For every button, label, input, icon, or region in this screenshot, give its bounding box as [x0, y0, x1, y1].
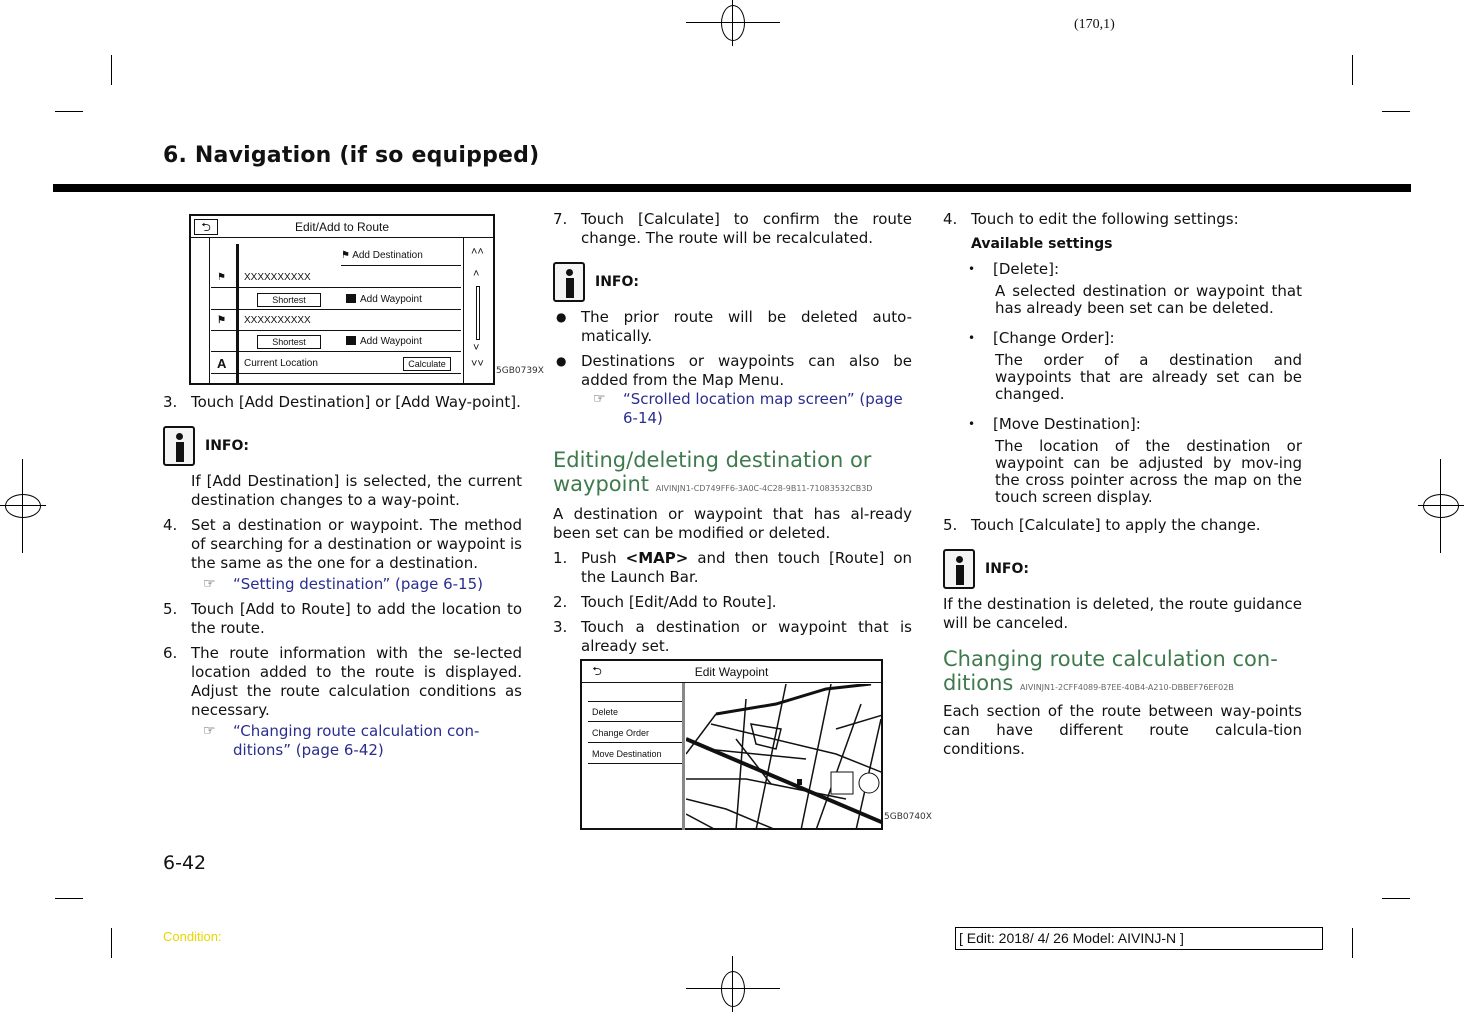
edit-info-box: [ Edit: 2018/ 4/ 26 Model: AIVINJ-N ] — [955, 927, 1323, 950]
bullet-icon: ● — [556, 310, 567, 324]
divider — [463, 238, 464, 385]
step-text: Touch [Add Destination] or [Add Way-point]. — [191, 393, 521, 411]
body-text: Each section of the route between way-points can have different route calcula-tion conditions. — [943, 702, 1302, 758]
info-icon — [553, 262, 585, 302]
bullet-icon: • — [968, 262, 976, 276]
cross-reference-link[interactable]: “Changing route calculation con-ditions” (page 6-42) — [233, 722, 480, 759]
figure-caption: 5GB0739X — [496, 366, 544, 376]
column-3: 4. Touch to edit the following settings: Available settings • [Delete]: A selected destination or waypoint that has already been set can be deleted. • [Change Order]: The order of a destination and waypoints that are already set can be changed. • [Move Destination]: The location of the destination or waypoint can be adjusted by mov-ing the cross pointer across the map on the touch screen display. 5. Touch [Calculate] to apply the change. INFO: If the destination is deleted, the route guidance will be canceled. Changing route calculation con-ditions AIVINJN1-2CFF4089-B7EE-40B4-A210-DBBEF76EF02B Each section of the route between way-points can have different route calcula-tion conditions. — [943, 210, 1302, 758]
back-arrow-icon[interactable]: ⮌ — [592, 664, 602, 678]
header-rule — [53, 184, 1411, 192]
menu-change-order[interactable]: Change Order — [588, 723, 682, 743]
destination-row[interactable]: ⚑ XXXXXXXXXX — [211, 268, 461, 288]
bullet-icon: ● — [556, 354, 567, 368]
condition-row — [211, 290, 461, 310]
divider — [209, 238, 210, 385]
step-text: Touch [Calculate] to apply the change. — [971, 516, 1261, 534]
edit-waypoint-screen — [580, 659, 883, 830]
condition-label: Condition: — [163, 929, 222, 944]
bullet-icon: • — [968, 417, 976, 431]
crop-mark — [55, 111, 83, 112]
registration-mark-top — [686, 0, 780, 46]
menu-move-destination[interactable]: Move Destination — [588, 744, 682, 764]
info-icon — [943, 549, 975, 589]
current-location-icon: A — [217, 356, 227, 371]
registration-mark-right — [1418, 459, 1464, 553]
column-1: 3. Touch [Add Destination] or [Add Way-point]. INFO: If [Add Destination] is selected, the current destination changes to a way-point. 4. Set a destination or waypoint. The method of searching for a destination or waypoint is the same as the one for a destination. ☞ “Setting destination” (page 6-15) 5. Touch [Add to Route] to add the location to the route. 6. The route information with the se-lected location added to the route is displayed. Adjust the route calculation conditions as necessary. ☞ “Changing route calculation con-ditions” (page 6-42) — [163, 393, 522, 759]
waypoint-flag-1-icon: ⚑ — [217, 315, 226, 326]
crop-mark — [1382, 898, 1410, 899]
pointing-hand-icon: ☞ — [203, 576, 216, 592]
available-settings-label: Available settings — [971, 236, 1113, 252]
step-text: Touch [Calculate] to confirm the route change. The route will be recalculated. — [581, 210, 912, 247]
chapter-title: 6. Navigation (if so equipped) — [163, 143, 540, 168]
cross-reference-link[interactable]: “Setting destination” (page 6-15) — [233, 575, 483, 593]
step-text: Set a destination or waypoint. The method of searching for a destination or waypoint is the same as the one for a destination. — [191, 516, 522, 572]
figure-caption: 5GB0740X — [884, 812, 932, 822]
checkered-flag-icon: ⚑ — [341, 250, 350, 261]
menu-delete[interactable]: Delete — [588, 702, 682, 722]
flag-icon — [346, 294, 356, 303]
chevron-down-icon[interactable]: ˅ — [473, 342, 480, 354]
cross-reference-link[interactable]: “Scrolled location map screen” (page 6-14) — [623, 390, 903, 427]
double-chevron-down-icon[interactable]: ˅˅ — [471, 358, 484, 370]
crop-mark — [1352, 55, 1353, 85]
info-text: If the destination is deleted, the route guidance will be canceled. — [943, 595, 1302, 632]
add-waypoint-button[interactable]: Add Waypoint — [346, 290, 422, 310]
step-text: The route information with the se-lected location added to the route is displayed. Adjust the route calculation conditions as necessary. — [191, 644, 522, 719]
add-waypoint-button[interactable]: Add Waypoint — [346, 332, 422, 352]
current-location-row[interactable]: A Current Location Calculate — [211, 354, 461, 374]
screen-title: Edit/Add to Route — [191, 216, 493, 238]
checkered-flag-icon: ⚑ — [217, 272, 226, 283]
section-tag: AIVINJN1-2CFF4089-B7EE-40B4-A210-DBBEF76EF02B — [1020, 683, 1234, 692]
page-number: 6-42 — [163, 852, 207, 874]
back-arrow-icon[interactable]: ⮌ — [194, 219, 218, 235]
section-heading: Editing/deleting destination or waypoint AIVINJN1-CD749FF6-3A0C-4C28-9B11-71083532CB3D — [553, 448, 873, 496]
step-text: Touch [Add to Route] to add the location to the route. — [191, 600, 522, 637]
pointing-hand-icon: ☞ — [203, 723, 216, 739]
step-text: Touch [Edit/Add to Route]. — [581, 593, 777, 611]
divider — [682, 683, 685, 830]
step-text: Touch a destination or waypoint that is already set. — [581, 618, 912, 655]
flag-icon — [346, 336, 356, 345]
crop-mark — [1352, 928, 1353, 958]
calculate-button[interactable]: Calculate — [403, 357, 451, 371]
intro-text: A destination or waypoint that has al-ready been set can be modified or deleted. — [553, 505, 912, 542]
shortest-button[interactable]: Shortest — [257, 335, 321, 349]
crop-mark — [111, 928, 112, 958]
section-tag: AIVINJN1-CD749FF6-3A0C-4C28-9B11-71083532CB3D — [655, 484, 873, 493]
waypoint-row[interactable]: ⚑ XXXXXXXXXX — [211, 311, 461, 331]
info-text: If [Add Destination] is selected, the current destination changes to a way-point. — [191, 472, 522, 509]
bullet-icon: • — [968, 331, 976, 345]
edit-add-route-screen — [189, 214, 495, 385]
scrollbar[interactable] — [476, 286, 480, 340]
registration-mark-left — [0, 459, 46, 553]
shortest-button[interactable]: Shortest — [257, 293, 321, 307]
map-view[interactable] — [686, 684, 881, 830]
chevron-up-icon[interactable]: ˄ — [473, 268, 480, 280]
section-heading: Changing route calculation con-ditions AIVINJN1-2CFF4089-B7EE-40B4-A210-DBBEF76EF02B — [943, 647, 1278, 695]
step-text: Touch to edit the following settings: — [971, 210, 1239, 228]
pointing-hand-icon: ☞ — [593, 391, 606, 407]
double-chevron-up-icon[interactable]: ˄˄ — [471, 246, 484, 258]
step-text: Push <MAP> and then touch [Route] on the Launch Bar. — [581, 549, 912, 586]
page-code: (170,1) — [1074, 17, 1115, 32]
registration-mark-bottom — [686, 966, 780, 1012]
column-2: 7. Touch [Calculate] to confirm the route change. The route will be recalculated. INFO: ● The prior route will be deleted auto-matically. ● Destinations or waypoints can also be added from the Map Menu. ☞ “Scrolled location map screen” (page 6-14) Editing/deleting destination or waypoint AIVINJN1-CD749FF6-3A0C-4C28-9B11-71083532CB3D A destination or waypoint that has al-ready been set can be modified or deleted. 1. Push <MAP> and then touch [Route] on the Launch Bar. 2. Touch [Edit/Add to Route]. 3. Touch a destination or waypoint that is already set. — [553, 210, 912, 655]
add-destination-button[interactable]: ⚑ Add Destination — [341, 246, 461, 266]
crop-mark — [1382, 111, 1410, 112]
crop-mark — [111, 55, 112, 85]
condition-row — [211, 332, 461, 352]
crop-mark — [55, 898, 83, 899]
info-icon — [163, 426, 195, 466]
screen-title: Edit Waypoint — [582, 661, 881, 683]
